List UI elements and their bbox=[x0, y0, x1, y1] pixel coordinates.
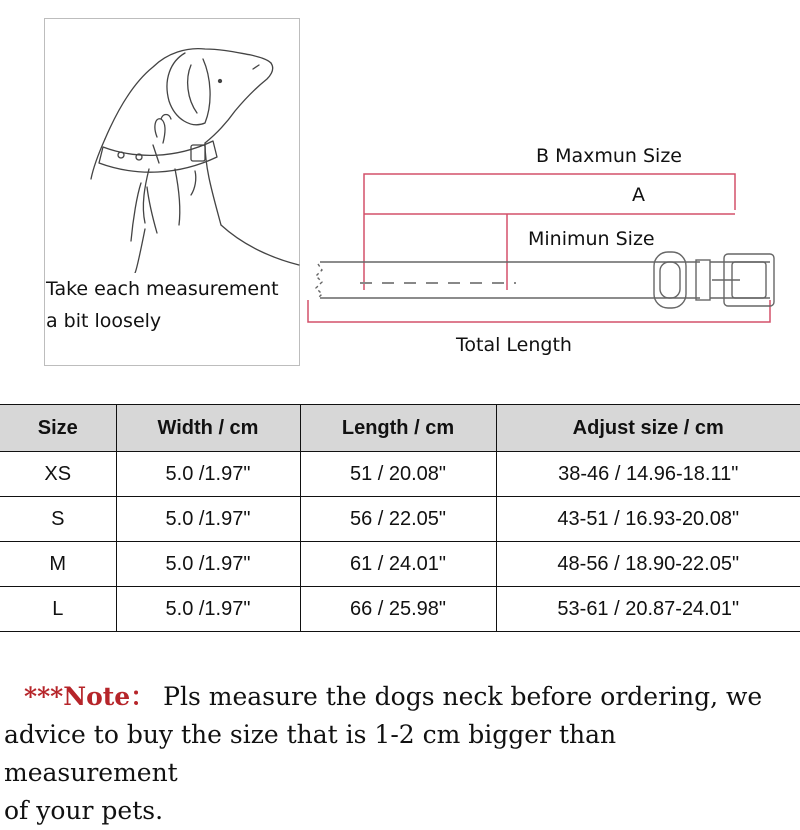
min-size-label: Minimun Size bbox=[528, 228, 655, 250]
table-row bbox=[0, 452, 800, 497]
cell-width: 5.0 /1.97" bbox=[116, 542, 300, 587]
note-line-2: a bit loosely bbox=[46, 310, 162, 332]
note-text-3: of your pets. bbox=[4, 796, 164, 825]
cell-adjust: 48-56 / 18.90-22.05" bbox=[496, 542, 800, 587]
cell-adjust: 43-51 / 16.93-20.08" bbox=[496, 497, 800, 542]
cell-length: 51 / 20.08" bbox=[300, 452, 496, 497]
note-text-1: Pls measure the dogs neck before ordering, we bbox=[155, 682, 763, 711]
table-row bbox=[0, 542, 800, 587]
cell-length: 66 / 25.98" bbox=[300, 587, 496, 632]
header-width: Width / cm bbox=[116, 405, 300, 452]
total-length-label: Total Length bbox=[456, 334, 572, 356]
cell-size: L bbox=[0, 587, 116, 632]
size-chart-table bbox=[0, 404, 800, 632]
a-label: A bbox=[632, 184, 645, 206]
table-row bbox=[0, 497, 800, 542]
table-header-row bbox=[0, 405, 800, 452]
cell-adjust: 53-61 / 20.87-24.01" bbox=[496, 587, 800, 632]
cell-width: 5.0 /1.97" bbox=[116, 497, 300, 542]
ordering-note bbox=[4, 678, 796, 830]
note-line-1: Take each measurement bbox=[46, 278, 279, 300]
note-text-2: advice to buy the size that is 1-2 cm bigger than measurement bbox=[4, 720, 617, 787]
max-size-label: B Maxmun Size bbox=[536, 145, 682, 167]
table-row bbox=[0, 587, 800, 632]
header-length: Length / cm bbox=[300, 405, 496, 452]
cell-adjust: 38-46 / 14.96-18.11" bbox=[496, 452, 800, 497]
cell-width: 5.0 /1.97" bbox=[116, 452, 300, 497]
cell-length: 61 / 24.01" bbox=[300, 542, 496, 587]
note-prefix: ***Note： bbox=[24, 682, 156, 711]
header-size: Size bbox=[0, 405, 116, 452]
measure-loosely-note bbox=[46, 273, 285, 337]
cell-size: S bbox=[0, 497, 116, 542]
cell-size: XS bbox=[0, 452, 116, 497]
header-adjust: Adjust size / cm bbox=[496, 405, 800, 452]
cell-size: M bbox=[0, 542, 116, 587]
cell-length: 56 / 22.05" bbox=[300, 497, 496, 542]
dog-illustration-panel bbox=[44, 18, 300, 366]
collar-strap-icon bbox=[316, 252, 774, 308]
cell-width: 5.0 /1.97" bbox=[116, 587, 300, 632]
note-line-first bbox=[4, 678, 796, 716]
